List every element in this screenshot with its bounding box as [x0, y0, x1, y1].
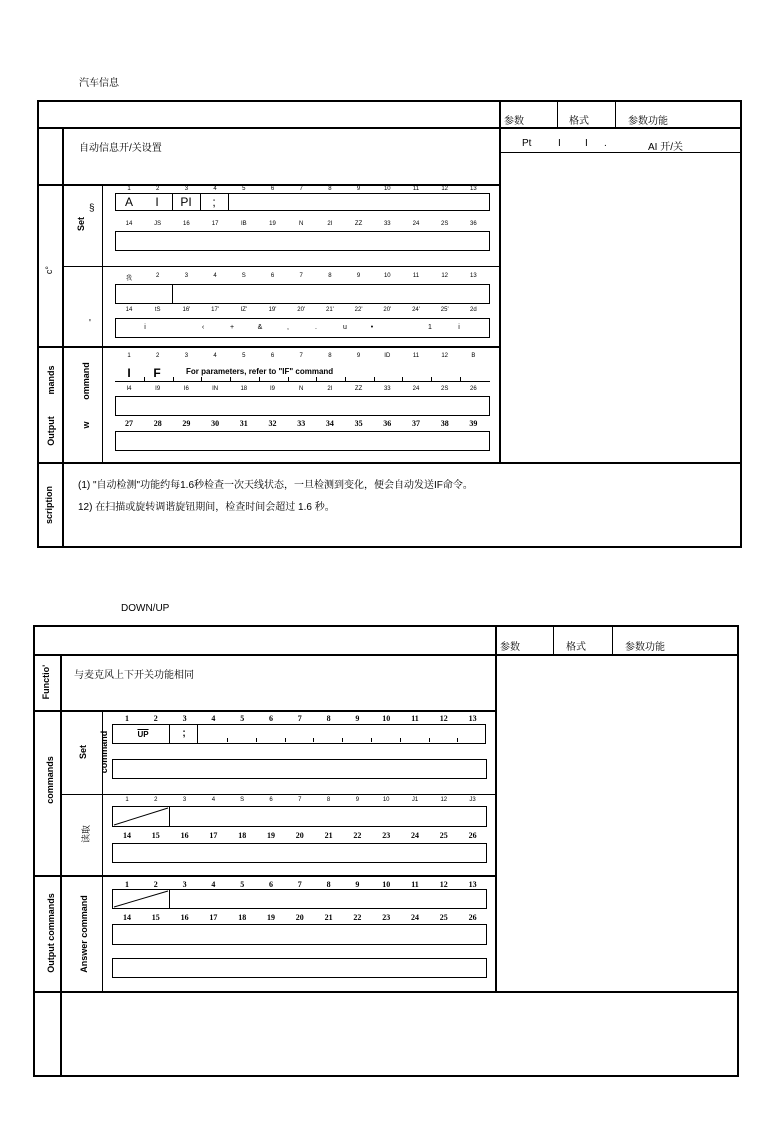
cell-tick — [230, 377, 231, 381]
read-num-top-8: 8 — [328, 273, 332, 279]
read-num-mid-1: 14 — [125, 307, 133, 313]
answer-num-mid-1: I4 — [126, 386, 132, 392]
read-num-top-7: 7 — [299, 273, 303, 279]
answer-num-mid-11: 24 — [412, 386, 420, 392]
answer-num-top-3: 3 — [184, 353, 189, 359]
w-label: w — [81, 421, 91, 429]
answer-num-bottom-6: 32 — [268, 419, 277, 428]
s2-read-num-mid-8: 21 — [324, 831, 333, 840]
s2-answer-num-top-9: 9 — [355, 880, 360, 889]
answer-num-top-13: B — [471, 353, 476, 359]
set-num-bottom-2: JS — [154, 221, 162, 227]
s2-answer-num-top-8: 8 — [326, 880, 331, 889]
s2-read-num-mid-10: 23 — [382, 831, 391, 840]
read-num-mid-4: 17' — [211, 307, 220, 313]
answer-num-mid-12: 2S — [441, 386, 449, 392]
header-function: 参数功能 — [628, 116, 668, 127]
s2-read-num-mid-2: 15 — [151, 831, 160, 840]
s2-command-label: command — [99, 730, 109, 774]
read-input-row-2 — [115, 318, 490, 338]
answer-num-top-5: 5 — [242, 353, 246, 359]
param-pt: Pt — [522, 138, 532, 149]
s2-function-label: Functio' — [41, 664, 51, 700]
s2-read-num-mid-5: 18 — [238, 831, 247, 840]
read-num-mid-11: 24' — [412, 307, 420, 313]
set-num-bottom-11: 24 — [412, 221, 420, 227]
read-char-7: u — [343, 324, 347, 331]
read-num-top-3: 3 — [184, 273, 189, 279]
answer-num-mid-8: 2I — [327, 386, 333, 392]
param-i2: I — [585, 138, 588, 149]
read-mark: ' — [89, 318, 91, 329]
ommand-label: ommand — [81, 362, 91, 400]
set-input-row-2 — [115, 231, 490, 251]
s2-read-num-top-9: 9 — [355, 797, 360, 803]
s2-set-char-up: $\overline{UP}$ — [137, 730, 149, 739]
answer-num-bottom-4: 30 — [211, 419, 220, 428]
s2-read-num-top-11: J1 — [411, 797, 419, 803]
s2-answer-num-top-13: 13 — [468, 880, 477, 889]
s2-answer-num-top-11: 11 — [411, 880, 419, 889]
answer-num-bottom-7: 33 — [297, 419, 306, 428]
set-num-bottom-9: ZZ — [354, 221, 363, 227]
answer-input-row-2 — [115, 431, 490, 451]
s2-read-num-mid-3: 16 — [180, 831, 189, 840]
cell-tick — [457, 738, 458, 742]
read-char-10: i — [458, 324, 460, 331]
answer-num-mid-13: 26 — [470, 386, 477, 392]
set-num-bottom-7: N — [299, 221, 304, 227]
read-char-9: 1 — [428, 324, 432, 331]
s2-answer-num-top-6: 6 — [269, 880, 273, 889]
s2-answer-num-mid-8: 21 — [324, 913, 333, 922]
cell-tick — [288, 377, 289, 381]
cell-tick — [173, 377, 174, 381]
set-char-i: I — [155, 195, 159, 209]
answer-num-bottom-5: 31 — [239, 419, 248, 428]
answer-char-f: F — [153, 366, 161, 380]
s2-read-num-top-7: 7 — [298, 797, 302, 803]
s2-set-num-5: 5 — [240, 714, 245, 723]
s2-answer-num-top-7: 7 — [297, 880, 302, 889]
set-num-top-13: 13 — [470, 186, 477, 192]
s2-read-num-mid-4: 17 — [209, 831, 218, 840]
answer-num-bottom-11: 37 — [412, 419, 420, 428]
s2-set-num-6: 6 — [269, 714, 273, 723]
s2-set-num-2: 2 — [153, 714, 158, 723]
set-num-top-11: 11 — [412, 186, 420, 192]
read-num-top-4: 4 — [213, 273, 217, 279]
s2-set-num-9: 9 — [355, 714, 360, 723]
set-num-top-4: 4 — [213, 186, 217, 192]
section1-title: 汽车信息 — [79, 78, 119, 89]
cell-tick — [400, 738, 401, 742]
s2-answer-input-row-3 — [112, 958, 487, 978]
answer-num-mid-7: N — [299, 386, 304, 392]
answer-num-top-6: 6 — [270, 353, 275, 359]
s2-answer-command-label: Answer command — [79, 895, 89, 973]
set-num-bottom-12: 2S — [441, 221, 449, 227]
s2-answer-num-top-2: 2 — [153, 880, 158, 889]
set-num-top-2: 2 — [156, 186, 160, 192]
s2-set-char-semicolon: ; — [182, 728, 186, 739]
s2-read-num-top-6: 6 — [269, 797, 273, 803]
answer-num-bottom-2: 28 — [153, 419, 162, 428]
s2-set-num-1: 1 — [125, 714, 129, 723]
function-text: 自动信息开/关设置 — [79, 143, 162, 154]
read-num-mid-6: 19' — [268, 307, 277, 313]
answer-num-bottom-13: 39 — [469, 419, 478, 428]
cell-tick — [460, 377, 461, 381]
s2-answer-num-mid-10: 23 — [382, 913, 391, 922]
read-num-mid-5: IZ' — [240, 307, 248, 313]
c-label: c° — [44, 265, 54, 275]
set-num-bottom-13: 36 — [470, 221, 477, 227]
s2-output-commands-label: Output commands — [46, 893, 56, 973]
s2-set-num-3: 3 — [182, 714, 187, 723]
read-num-top-10: 10 — [383, 273, 391, 279]
cell-tick — [316, 377, 317, 381]
s2-read-num-mid-9: 22 — [353, 831, 362, 840]
s2-read-num-top-2: 2 — [154, 797, 158, 803]
answer-note: For parameters, refer to "IF" command — [186, 367, 334, 376]
answer-input-row-1 — [115, 396, 490, 416]
s2-header-param: 参数 — [500, 642, 520, 653]
set-num-top-6: 6 — [270, 186, 275, 192]
answer-num-mid-2: I9 — [155, 386, 161, 392]
header-format: 格式 — [569, 116, 589, 127]
s2-answer-num-mid-2: 15 — [151, 913, 160, 922]
s2-read-num-top-1: 1 — [125, 797, 129, 803]
s2-read-num-top-8: 8 — [326, 797, 331, 803]
answer-num-bottom-1: 27 — [125, 419, 133, 428]
section2-title: DOWN/UP — [121, 603, 170, 614]
set-num-bottom-8: 2I — [327, 221, 333, 227]
answer-num-top-7: 7 — [299, 353, 303, 359]
s2-read-num-top-5: S — [240, 797, 245, 803]
read-num-mid-7: 20' — [297, 307, 306, 313]
set-num-top-7: 7 — [299, 186, 303, 192]
s2-read-num-mid-13: 26 — [468, 831, 477, 840]
set-num-top-12: 12 — [441, 186, 449, 192]
set-num-bottom-3: 16 — [183, 221, 190, 227]
s2-answer-num-mid-5: 18 — [238, 913, 247, 922]
set-num-top-10: 10 — [383, 186, 391, 192]
s2-answer-num-mid-4: 17 — [209, 913, 218, 922]
read-num-mid-13: 2d — [470, 307, 477, 313]
param-dot: . — [604, 138, 607, 149]
cell-tick — [285, 738, 286, 742]
s2-answer-num-mid-6: 19 — [267, 913, 275, 922]
s2-read-num-top-10: 10 — [382, 797, 390, 803]
s2-header-function: 参数功能 — [625, 642, 665, 653]
answer-num-bottom-10: 36 — [383, 419, 392, 428]
set-num-top-9: 9 — [356, 186, 361, 192]
s2-read-num-top-13: J3 — [469, 797, 476, 803]
set-char-semicolon: ; — [212, 195, 216, 209]
set-num-top-3: 3 — [184, 186, 189, 192]
s2-answer-num-mid-3: 16 — [180, 913, 189, 922]
s2-answer-input-row-2 — [112, 924, 487, 945]
read-num-top-2: 2 — [156, 273, 160, 279]
s2-read-num-top-3: 3 — [182, 797, 187, 803]
answer-num-mid-9: ZZ — [354, 386, 363, 392]
s2-read-diagonal — [112, 806, 170, 827]
param-ai: AI 开/关 — [648, 142, 684, 153]
read-char-2: ‹ — [201, 324, 205, 331]
cell-tick — [201, 377, 202, 381]
s2-answer-num-top-4: 4 — [211, 880, 216, 889]
answer-num-mid-6: I9 — [269, 386, 276, 392]
s2-answer-num-mid-12: 25 — [439, 913, 448, 922]
cell-tick — [144, 377, 145, 381]
cell-tick — [371, 738, 372, 742]
s2-set-num-11: 11 — [411, 714, 419, 723]
s2-header-format: 格式 — [566, 642, 586, 653]
s2-answer-num-mid-7: 20 — [295, 913, 304, 922]
s2-set-num-8: 8 — [326, 714, 331, 723]
s2-set-num-7: 7 — [297, 714, 302, 723]
set-char-pi: PI — [180, 195, 192, 209]
s2-read-num-mid-1: 14 — [123, 831, 131, 840]
cell-tick — [313, 738, 314, 742]
cell-tick — [227, 738, 228, 742]
set-num-bottom-6: 19 — [269, 221, 276, 227]
s2-set-input-row-2 — [112, 759, 487, 779]
answer-num-top-2: 2 — [156, 353, 160, 359]
s2-answer-num-mid-9: 22 — [353, 913, 362, 922]
mands-label: mands — [46, 365, 56, 395]
answer-num-mid-10: 33 — [383, 386, 391, 392]
cell-tick — [429, 738, 430, 742]
s2-read-num-mid-7: 20 — [295, 831, 304, 840]
read-num-top-1: 我 — [125, 276, 133, 282]
cell-tick — [374, 377, 375, 381]
s2-answer-num-top-3: 3 — [182, 880, 187, 889]
set-num-top-5: 5 — [242, 186, 246, 192]
answer-num-bottom-9: 35 — [354, 419, 363, 428]
s2-answer-num-mid-13: 26 — [468, 913, 477, 922]
s2-read-input-row-2 — [112, 843, 487, 863]
s2-set-label: Set — [78, 745, 88, 760]
set-num-top-1: 1 — [127, 186, 131, 192]
s2-read-label: 读取 — [81, 825, 91, 844]
description-line-1: (1) "自动检测"功能约每1.6秒检查一次天线状态，一旦检测到变化，便会自动发送IF命令。 — [78, 480, 473, 491]
s2-answer-diagonal — [112, 889, 170, 909]
scription-label: scription — [44, 486, 54, 525]
set-num-bottom-10: 33 — [383, 221, 391, 227]
read-num-mid-10: 20' — [383, 307, 392, 313]
read-char-8: • — [370, 324, 374, 331]
answer-num-top-12: 12 — [441, 353, 449, 359]
read-char-6: . — [315, 324, 317, 331]
read-num-mid-8: 21' — [325, 307, 334, 313]
set-num-top-8: 8 — [328, 186, 332, 192]
s2-read-num-mid-11: 24 — [411, 831, 419, 840]
s2-set-num-4: 4 — [211, 714, 216, 723]
s2-answer-num-top-5: 5 — [240, 880, 245, 889]
read-char-4: & — [257, 324, 263, 331]
cell-tick — [342, 738, 343, 742]
read-num-top-9: 9 — [356, 273, 361, 279]
answer-num-mid-3: I6 — [183, 386, 189, 392]
s2-answer-num-top-10: 10 — [382, 880, 391, 889]
s2-set-num-10: 10 — [382, 714, 391, 723]
header-param: 参数 — [504, 116, 524, 127]
set-char-a: A — [124, 195, 134, 209]
answer-char-i: I — [127, 366, 131, 380]
answer-num-bottom-8: 34 — [325, 419, 334, 428]
cell-tick — [431, 377, 432, 381]
description-line-2: 12) 在扫描或旋转调谐旋钮期间，检查时间会超过 1.6 秒。 — [78, 502, 335, 513]
set-symbol: § — [89, 203, 95, 214]
answer-num-top-10: ID — [384, 353, 391, 359]
s2-read-num-top-4: 4 — [211, 797, 216, 803]
read-num-top-6: 6 — [270, 273, 275, 279]
read-num-mid-3: 16' — [182, 307, 191, 313]
s2-set-num-13: 13 — [468, 714, 477, 723]
set-num-bottom-5: IB — [240, 221, 247, 227]
s2-answer-num-mid-1: 14 — [123, 913, 131, 922]
cell-tick — [345, 377, 346, 381]
read-num-top-13: 13 — [470, 273, 477, 279]
s2-answer-num-top-1: 1 — [125, 880, 129, 889]
s2-read-num-mid-6: 19 — [267, 831, 275, 840]
set-label: Set — [76, 217, 86, 232]
s2-answer-num-top-12: 12 — [439, 880, 448, 889]
answer-num-mid-5: 18 — [240, 386, 248, 392]
read-char-3: + — [229, 324, 235, 331]
answer-num-bottom-12: 38 — [440, 419, 449, 428]
read-char-1: i — [144, 324, 146, 331]
answer-num-mid-4: IN — [212, 386, 219, 392]
read-num-top-11: 11 — [412, 273, 420, 279]
answer-num-top-9: 9 — [356, 353, 361, 359]
s2-read-num-mid-12: 25 — [439, 831, 448, 840]
cell-tick — [402, 377, 403, 381]
s2-answer-num-mid-11: 24 — [411, 913, 419, 922]
answer-num-top-11: 11 — [412, 353, 420, 359]
cell-tick — [256, 738, 257, 742]
set-num-bottom-4: 17 — [211, 221, 219, 227]
cell-tick — [259, 377, 260, 381]
set-num-bottom-1: 14 — [125, 221, 133, 227]
s2-set-num-12: 12 — [439, 714, 448, 723]
answer-num-top-8: 8 — [328, 353, 332, 359]
output-label: Output — [46, 416, 56, 446]
read-num-mid-9: 22' — [354, 307, 363, 313]
read-num-mid-2: tS — [154, 307, 161, 313]
param-i1: I — [558, 138, 561, 149]
read-num-top-12: 12 — [441, 273, 449, 279]
s2-read-num-top-12: 12 — [440, 797, 448, 803]
read-num-top-5: S — [241, 273, 246, 279]
answer-num-top-1: 1 — [127, 353, 131, 359]
answer-num-bottom-3: 29 — [182, 419, 191, 428]
read-char-5: , — [287, 324, 289, 331]
answer-num-top-4: 4 — [213, 353, 217, 359]
read-num-mid-12: 25' — [440, 307, 449, 313]
s2-commands-label: commands — [45, 756, 55, 804]
s2-function-text: 与麦克风上下开关功能相同 — [74, 670, 194, 681]
